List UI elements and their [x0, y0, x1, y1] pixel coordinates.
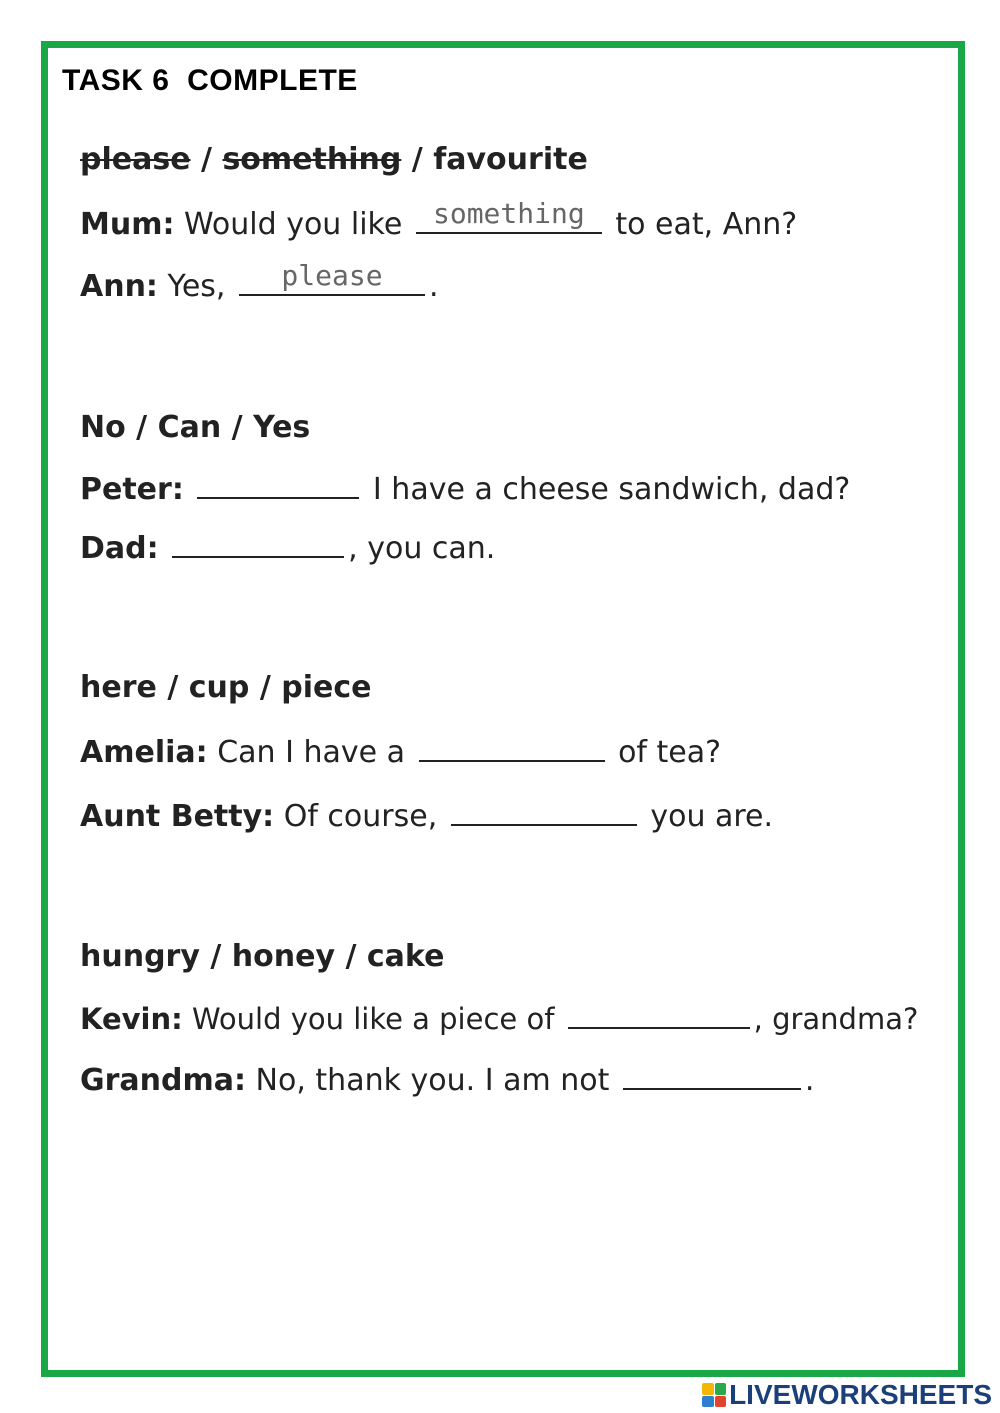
answer-input[interactable]	[568, 991, 750, 1025]
line-text: Yes,	[167, 269, 226, 304]
answer-blank	[623, 1058, 801, 1090]
dialogue-line	[80, 997, 918, 1039]
bank-word: cup	[188, 670, 250, 705]
task-title: TASK 6 COMPLETE	[62, 64, 358, 97]
dialogue-line	[80, 264, 439, 307]
answer-input[interactable]	[239, 258, 425, 292]
speaker-label: Kevin:	[80, 1002, 183, 1036]
speaker-label: Dad:	[80, 531, 159, 566]
speaker-label: Aunt Betty:	[80, 799, 275, 834]
bank-word: here	[80, 670, 157, 705]
bank-word: piece	[281, 670, 372, 705]
speaker-label: Ann:	[80, 269, 158, 304]
bank-word: hungry	[80, 939, 200, 974]
line-text: you are.	[650, 799, 774, 834]
dialogue-line	[80, 467, 850, 510]
bank-word: No	[80, 410, 126, 445]
dialogue-line	[80, 794, 773, 837]
liveworksheets-logo	[702, 1379, 992, 1411]
speaker-label: Mum:	[80, 207, 175, 242]
dialogue-line	[80, 730, 721, 773]
answer-input[interactable]	[197, 461, 359, 495]
answer-blank	[239, 264, 425, 296]
line-text: to eat, Ann?	[615, 207, 798, 242]
line-text: No, thank you. I am not	[255, 1063, 610, 1098]
answer-blank	[451, 794, 637, 826]
dialogue-line	[80, 1058, 814, 1101]
line-text: , grandma?	[753, 1002, 919, 1036]
speaker-label: Grandma:	[80, 1063, 246, 1098]
answer-input[interactable]	[419, 724, 605, 758]
answer-input[interactable]	[451, 788, 637, 822]
line-text: I have a cheese sandwich, dad?	[372, 472, 851, 507]
brand-name: LIVEWORKSHEETS	[729, 1379, 992, 1410]
line-text: .	[429, 269, 439, 304]
word-bank-2: No / Can / Yes	[80, 410, 311, 445]
bank-word: honey	[231, 939, 336, 974]
line-text: Would you like a piece of	[191, 1002, 555, 1036]
answer-blank	[172, 526, 344, 558]
word-bank-3: here / cup / piece	[80, 670, 372, 705]
word-bank-4: hungry / honey / cake	[80, 939, 445, 974]
bank-word: please	[80, 142, 191, 177]
bank-word: Can	[157, 410, 222, 445]
line-text: .	[804, 1063, 815, 1098]
answer-blank	[416, 202, 602, 234]
word-bank-1: please / something / favourite	[80, 142, 588, 177]
answer-input[interactable]	[416, 196, 602, 230]
line-text: , you can.	[348, 531, 496, 566]
bank-word: favourite	[433, 142, 588, 177]
bank-word: cake	[366, 939, 445, 974]
speaker-label: Amelia:	[80, 735, 208, 770]
line-text: Can I have a	[217, 735, 405, 770]
line-text: Of course,	[283, 799, 438, 834]
bank-word: something	[222, 142, 402, 177]
dialogue-line	[80, 526, 495, 569]
answer-blank	[568, 997, 750, 1029]
dialogue-line	[80, 202, 797, 245]
line-text: of tea?	[618, 735, 722, 770]
speaker-label: Peter:	[80, 472, 184, 507]
bank-word: Yes	[253, 410, 311, 445]
logo-icon	[702, 1383, 726, 1407]
answer-input[interactable]	[172, 520, 344, 554]
answer-input[interactable]	[623, 1052, 801, 1086]
answer-blank	[419, 730, 605, 762]
line-text: Would you like	[184, 207, 403, 242]
answer-blank	[197, 467, 359, 499]
